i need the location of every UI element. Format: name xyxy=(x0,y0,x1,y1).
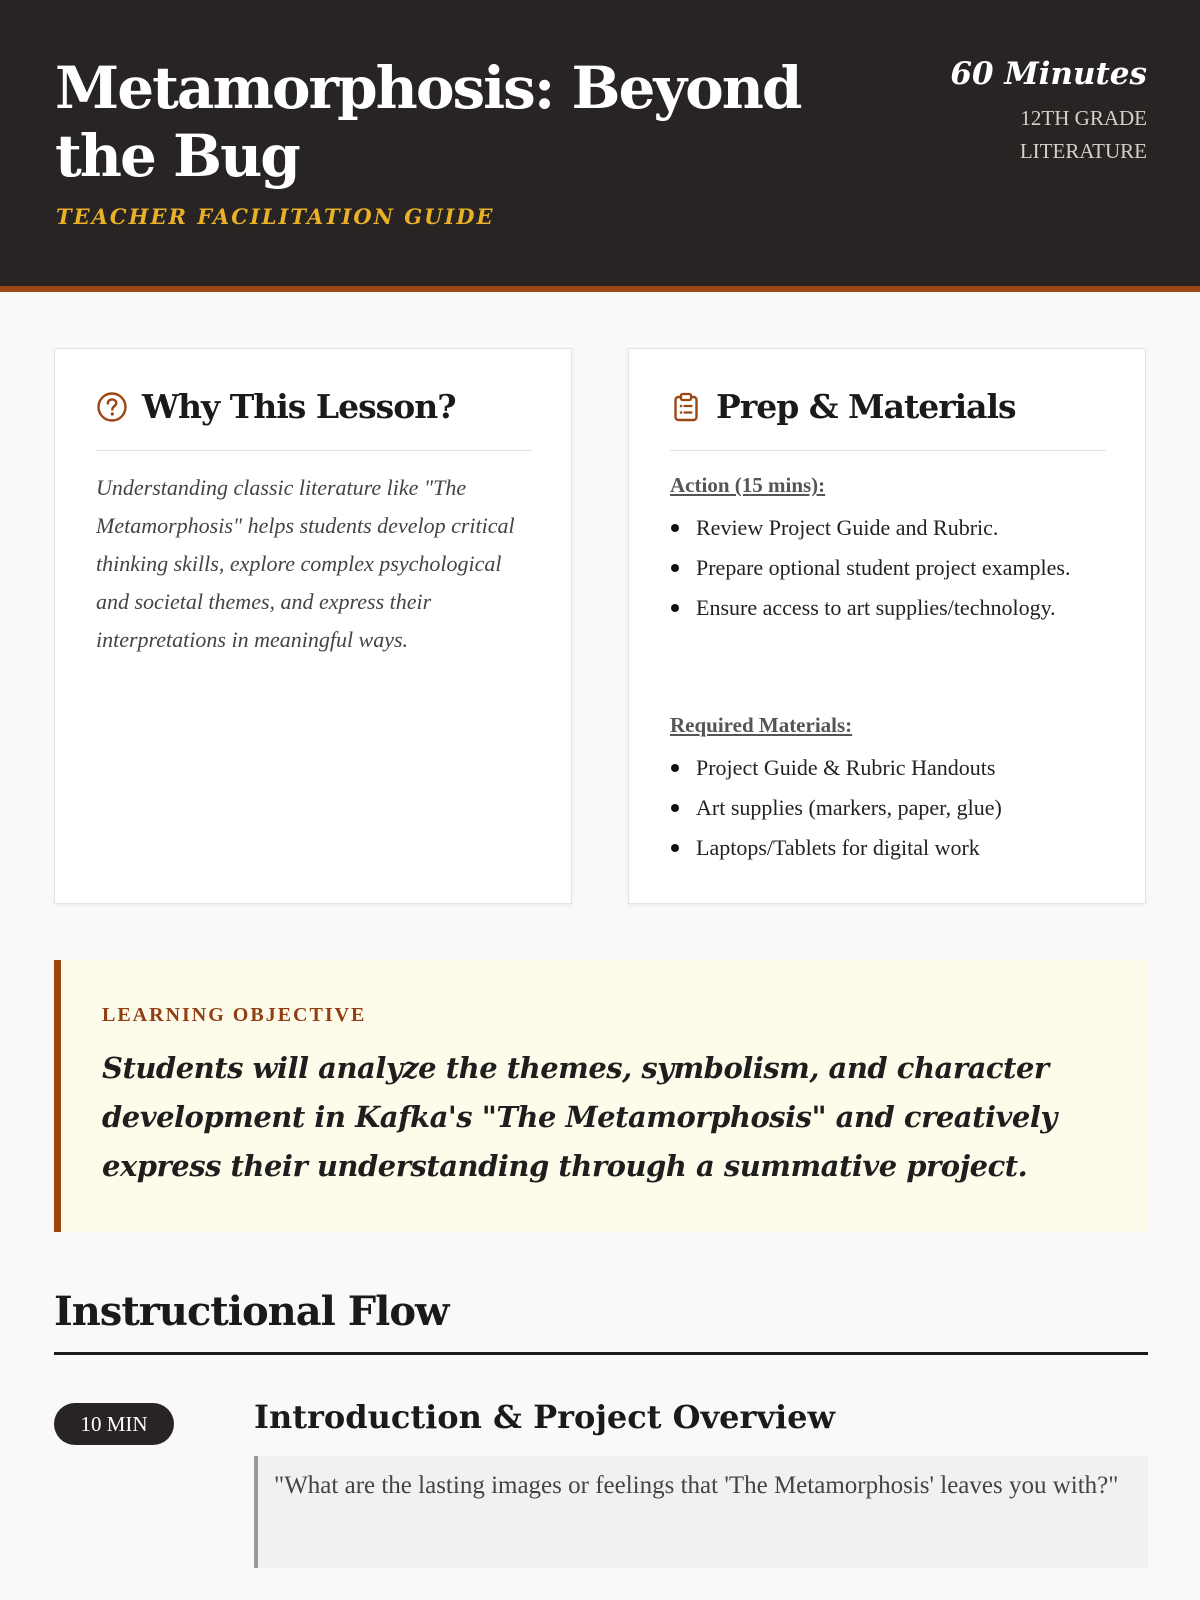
prep-card-header xyxy=(670,387,1106,451)
why-text: Understanding classic literature like "The Metamorphosis" helps students develop critical thinking skills, explore complex psychological and societal themes, and express their interpretations in meaningful ways. xyxy=(96,475,515,652)
time-badge: 10 MIN xyxy=(54,1403,174,1445)
step-quote: "What are the lasting images or feelings that 'The Metamorphosis' leaves you with?" xyxy=(254,1456,1148,1568)
flow-title: Instructional Flow xyxy=(54,1288,449,1335)
list-item: Review Project Guide and Rubric. xyxy=(670,511,1110,544)
list-item: Laptops/Tablets for digital work xyxy=(670,831,1110,864)
list-item: Ensure access to art supplies/technology. xyxy=(670,591,1110,624)
page-title: Metamorphosis: Beyond the Bug xyxy=(55,54,801,190)
list-item: Art supplies (markers, paper, glue) xyxy=(670,791,1110,824)
learning-objective xyxy=(54,960,1148,1232)
why-card xyxy=(54,348,572,904)
prep-card xyxy=(628,348,1146,904)
lesson-duration: 60 Minutes xyxy=(950,56,1147,92)
action-label: Action (15 mins): xyxy=(670,473,826,497)
list-item: Prepare optional student project examples. xyxy=(670,551,1110,584)
page-header xyxy=(0,0,1200,292)
question-circle-icon xyxy=(96,387,130,427)
objective-label: LEARNING OBJECTIVE xyxy=(102,1004,367,1026)
why-card-header xyxy=(96,387,532,451)
materials-list xyxy=(670,751,1110,871)
step-title: Introduction & Project Overview xyxy=(254,1398,836,1436)
action-list xyxy=(670,511,1110,631)
objective-text: Students will analyze the themes, symbolism, and character development in Kafka's "The Metamorphosis" and creatively express their understanding through a summative project. xyxy=(102,1051,1057,1183)
materials-label: Required Materials: xyxy=(670,713,853,737)
why-heading: Why This Lesson? xyxy=(142,387,456,426)
page-subtitle: TEACHER FACILITATION GUIDE xyxy=(56,204,495,229)
grade-level: 12TH GRADE LITERATURE xyxy=(1019,106,1147,163)
flow-divider xyxy=(54,1352,1148,1355)
prep-heading: Prep & Materials xyxy=(716,387,1016,426)
clipboard-icon xyxy=(670,387,704,427)
list-item: Project Guide & Rubric Handouts xyxy=(670,751,1110,784)
